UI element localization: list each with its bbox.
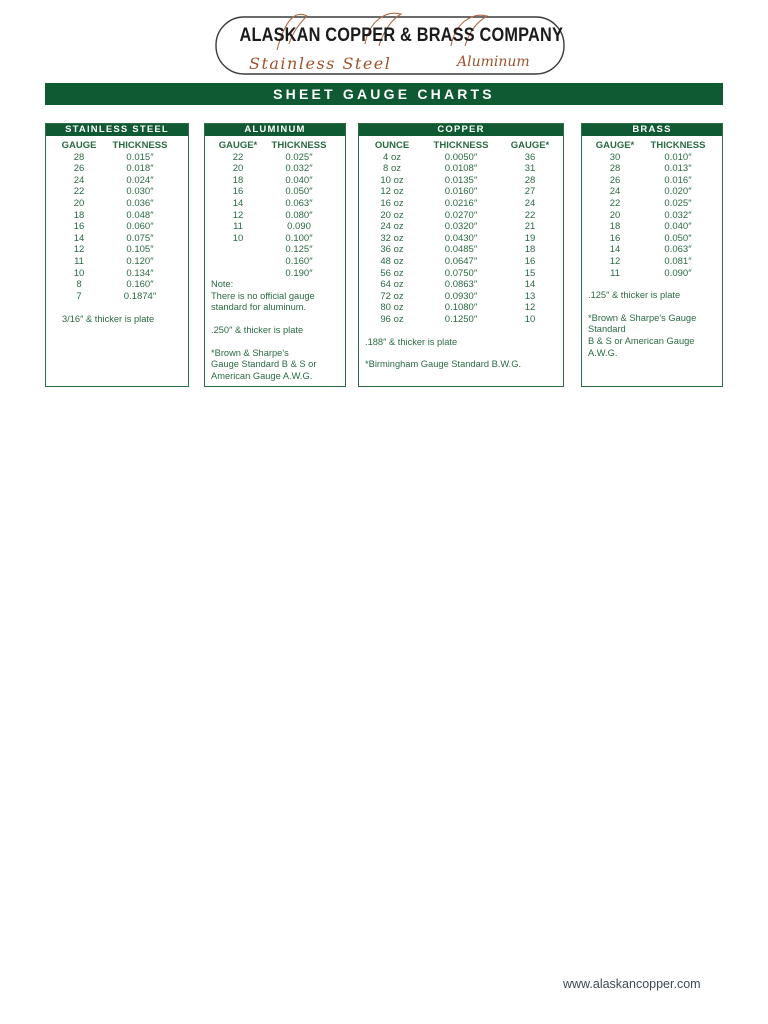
table-cell: 0.030″	[126, 186, 154, 198]
table-cell: 24	[609, 186, 621, 198]
column-header: GAUGE*	[218, 140, 258, 151]
table-cell: 20	[609, 209, 621, 221]
table-cell: 24 oz	[380, 221, 404, 233]
table-cell: 0.016″	[664, 174, 692, 186]
table-row	[215, 198, 337, 210]
plate-note: .125″ & thicker is plate	[588, 290, 681, 301]
table-row	[365, 233, 557, 245]
aluminum-panel	[204, 123, 346, 387]
column-header: THICKNESS	[271, 140, 327, 151]
table-row	[365, 268, 557, 280]
table-cell: 32 oz	[380, 232, 404, 244]
table-row	[590, 198, 716, 210]
table-row	[365, 291, 557, 303]
table-cell: 80 oz	[380, 302, 404, 314]
table-cell: 24	[73, 174, 85, 186]
table-cell: 11	[610, 267, 620, 279]
table-row	[590, 163, 716, 175]
table-cell: 0.160″	[126, 279, 154, 291]
table-row	[215, 175, 337, 187]
table-row	[365, 163, 557, 175]
table-cell: 0.125″	[285, 244, 313, 256]
table-row	[365, 314, 557, 326]
table-cell: 72 oz	[380, 290, 404, 302]
table-cell: 27	[524, 186, 536, 198]
table-cell: 14	[73, 232, 85, 244]
table-cell: 14	[232, 197, 244, 209]
table-cell: 22	[609, 197, 621, 209]
column-header: THICKNESS	[433, 140, 489, 151]
table-row	[54, 268, 176, 280]
table-row	[590, 210, 716, 222]
table-cell: 0.050″	[285, 186, 313, 198]
table-cell: 0.015″	[126, 151, 154, 163]
table-row	[215, 244, 337, 256]
table-cell: 16	[609, 232, 621, 244]
table-cell: 13	[524, 290, 536, 302]
table-header-row	[365, 140, 557, 152]
table-cell: 0.010″	[664, 151, 692, 163]
table-row	[365, 279, 557, 291]
table-cell: 7	[76, 290, 82, 302]
table-cell: 18	[524, 244, 536, 256]
table-row	[54, 291, 176, 303]
table-cell: 0.1250″	[444, 313, 478, 325]
table-header-row	[54, 140, 176, 152]
table-cell: 15	[524, 267, 536, 279]
table-cell: 0.1080″	[444, 302, 478, 314]
table-cell: 36 oz	[380, 244, 404, 256]
table-row	[590, 186, 716, 198]
table-cell: 0.025″	[664, 197, 692, 209]
table-cell: 0.0216″	[444, 197, 478, 209]
table-cell: 0.0485″	[444, 244, 478, 256]
table-cell: 10 oz	[380, 174, 404, 186]
table-cell: 0.063″	[285, 197, 313, 209]
table-cell: 19	[524, 232, 536, 244]
table-cell: 22	[524, 209, 536, 221]
table-row	[590, 244, 716, 256]
table-cell: 8 oz	[383, 163, 401, 175]
table-cell: 16	[524, 255, 536, 267]
table-cell: 0.1874″	[123, 290, 157, 302]
gauge-standard-note: *Brown & Sharpe's Gauge Standard B & S or American Gauge A.W.G.	[211, 347, 317, 381]
table-cell: 0.090″	[664, 267, 692, 279]
table-cell: 12	[73, 244, 85, 256]
table-cell: 0.080″	[285, 209, 313, 221]
table-cell: 0.0430″	[444, 232, 478, 244]
table-row	[365, 221, 557, 233]
logo-tagline-stainless: Stainless Steel	[249, 54, 392, 73]
table-cell: 0.025″	[285, 151, 313, 163]
table-row	[54, 256, 176, 268]
table-row	[590, 256, 716, 268]
table-cell: 11	[74, 255, 84, 267]
table-row	[54, 198, 176, 210]
table-cell: 26	[609, 174, 621, 186]
table-row	[215, 233, 337, 245]
table-row	[365, 302, 557, 314]
table-cell: 0.075″	[126, 232, 154, 244]
table-cell: 28	[73, 151, 85, 163]
table-row	[215, 152, 337, 164]
table-cell: 16 oz	[380, 197, 404, 209]
table-row	[590, 268, 716, 280]
column-header: THICKNESS	[112, 140, 168, 151]
table-cell: 28	[524, 174, 536, 186]
table-cell: 36	[524, 151, 536, 163]
table-cell: 0.040″	[664, 221, 692, 233]
table-cell	[215, 256, 261, 268]
column-header: THICKNESS	[650, 140, 706, 151]
gauge-table	[365, 140, 557, 326]
table-cell: 0.134″	[126, 267, 154, 279]
table-cell: 48 oz	[380, 255, 404, 267]
company-name: ALASKAN COPPER & BRASS COMPANY	[239, 25, 564, 46]
table-row	[54, 175, 176, 187]
table-row	[365, 175, 557, 187]
table-cell: 96 oz	[380, 313, 404, 325]
table-cell: 18	[73, 209, 85, 221]
stainless-steel-panel	[45, 123, 189, 387]
table-cell: 0.0160″	[444, 186, 478, 198]
table-cell: 0.020″	[664, 186, 692, 198]
logo-tagline-aluminum: Aluminum	[457, 54, 530, 70]
table-cell: 0.024″	[126, 174, 154, 186]
table-cell: 0.0270″	[444, 209, 478, 221]
table-cell: 24	[524, 197, 536, 209]
table-row	[365, 198, 557, 210]
table-cell: 16	[73, 221, 85, 233]
table-cell: 10	[232, 232, 244, 244]
table-row	[365, 210, 557, 222]
table-cell: 4 oz	[383, 151, 401, 163]
table-cell: 0.032″	[285, 163, 313, 175]
copper-panel	[358, 123, 564, 387]
table-cell: 18	[232, 174, 244, 186]
brass-panel	[581, 123, 723, 387]
plate-note: .188″ & thicker is plate	[365, 336, 458, 347]
table-cell: 12	[232, 209, 244, 221]
table-cell: 0.0135″	[444, 174, 478, 186]
column-header: GAUGE*	[595, 140, 635, 151]
table-cell: 0.040″	[285, 174, 313, 186]
table-cell	[215, 268, 261, 280]
table-row	[590, 152, 716, 164]
page-title-banner: SHEET GAUGE CHARTS	[45, 83, 723, 105]
aluminum-standard-note: Note: There is no official gauge standard for aluminum.	[211, 279, 315, 313]
table-cell: 10	[524, 313, 536, 325]
table-cell: 22	[232, 151, 244, 163]
table-cell: 0.036″	[126, 197, 154, 209]
table-row	[54, 210, 176, 222]
table-row	[365, 186, 557, 198]
table-cell: 0.081″	[664, 255, 692, 267]
table-row	[54, 279, 176, 291]
table-cell: 31	[524, 163, 536, 175]
column-header: GAUGE*	[510, 140, 550, 151]
table-row	[365, 152, 557, 164]
table-cell: 10	[73, 267, 85, 279]
table-row	[54, 221, 176, 233]
table-cell: 0.063″	[664, 244, 692, 256]
company-logo	[215, 10, 565, 76]
table-row	[590, 175, 716, 187]
table-cell: 0.120″	[126, 255, 154, 267]
plate-note: .250″ & thicker is plate	[211, 324, 304, 335]
table-cell: 0.0930″	[444, 290, 478, 302]
table-cell: 20	[73, 197, 85, 209]
gauge-table	[54, 140, 176, 302]
table-cell: 0.0050″	[444, 151, 478, 163]
plate-note: 3/16″ & thicker is plate	[62, 314, 155, 325]
table-row	[215, 221, 337, 233]
table-cell: 11	[233, 221, 243, 233]
gauge-standard-note: *Birmingham Gauge Standard B.W.G.	[365, 359, 522, 370]
gauge-standard-note: *Brown & Sharpe's Gauge Standard B & S or American Gauge A.W.G.	[588, 312, 697, 358]
column-header: GAUGE	[61, 140, 97, 151]
table-cell: 0.0647″	[444, 255, 478, 267]
table-cell: 0.190″	[285, 267, 313, 279]
gauge-table	[215, 140, 337, 279]
column-header: OUNCE	[374, 140, 410, 151]
table-row	[215, 268, 337, 280]
table-cell: 20	[232, 163, 244, 175]
table-row	[215, 210, 337, 222]
table-row	[54, 244, 176, 256]
table-cell: 0.100″	[285, 232, 313, 244]
table-cell: 0.0750″	[444, 267, 478, 279]
table-cell: 14	[524, 279, 536, 291]
table-row	[215, 186, 337, 198]
panel-title: ALUMINUM	[205, 124, 345, 136]
table-row	[54, 186, 176, 198]
table-row	[365, 244, 557, 256]
table-row	[590, 233, 716, 245]
panel-title: COPPER	[359, 124, 563, 136]
table-cell: 0.018″	[126, 163, 154, 175]
website-link[interactable]: www.alaskancopper.com	[563, 977, 701, 991]
table-cell: 0.105″	[126, 244, 154, 256]
panel-title: STAINLESS STEEL	[46, 124, 188, 136]
table-row	[590, 221, 716, 233]
table-cell: 64 oz	[380, 279, 404, 291]
table-cell: 12	[524, 302, 536, 314]
table-cell: 12 oz	[380, 186, 404, 198]
table-row	[365, 256, 557, 268]
table-cell: 12	[609, 255, 621, 267]
table-row	[215, 163, 337, 175]
table-cell: 0.160″	[285, 255, 313, 267]
table-header-row	[215, 140, 337, 152]
table-row	[54, 163, 176, 175]
table-row	[54, 152, 176, 164]
table-row	[215, 256, 337, 268]
table-cell: 21	[524, 221, 536, 233]
table-cell: 56 oz	[380, 267, 404, 279]
panel-title: BRASS	[582, 124, 722, 136]
table-cell: 16	[232, 186, 244, 198]
table-row	[54, 233, 176, 245]
table-cell: 22	[73, 186, 85, 198]
table-cell: 0.060″	[126, 221, 154, 233]
table-cell: 0.0320″	[444, 221, 478, 233]
table-cell: 0.013″	[664, 163, 692, 175]
table-cell: 30	[609, 151, 621, 163]
table-cell: 14	[609, 244, 621, 256]
table-cell	[215, 244, 261, 256]
gauge-table	[590, 140, 716, 279]
table-cell: 8	[76, 279, 82, 291]
table-cell: 0.0108″	[444, 163, 478, 175]
table-cell: 26	[73, 163, 85, 175]
table-cell: 20 oz	[380, 209, 404, 221]
table-cell: 0.090	[287, 221, 311, 233]
table-cell: 0.048″	[126, 209, 154, 221]
table-cell: 18	[609, 221, 621, 233]
table-cell: 0.032″	[664, 209, 692, 221]
table-header-row	[590, 140, 716, 152]
table-cell: 28	[609, 163, 621, 175]
table-cell: 0.050″	[664, 232, 692, 244]
table-cell: 0.0863″	[444, 279, 478, 291]
